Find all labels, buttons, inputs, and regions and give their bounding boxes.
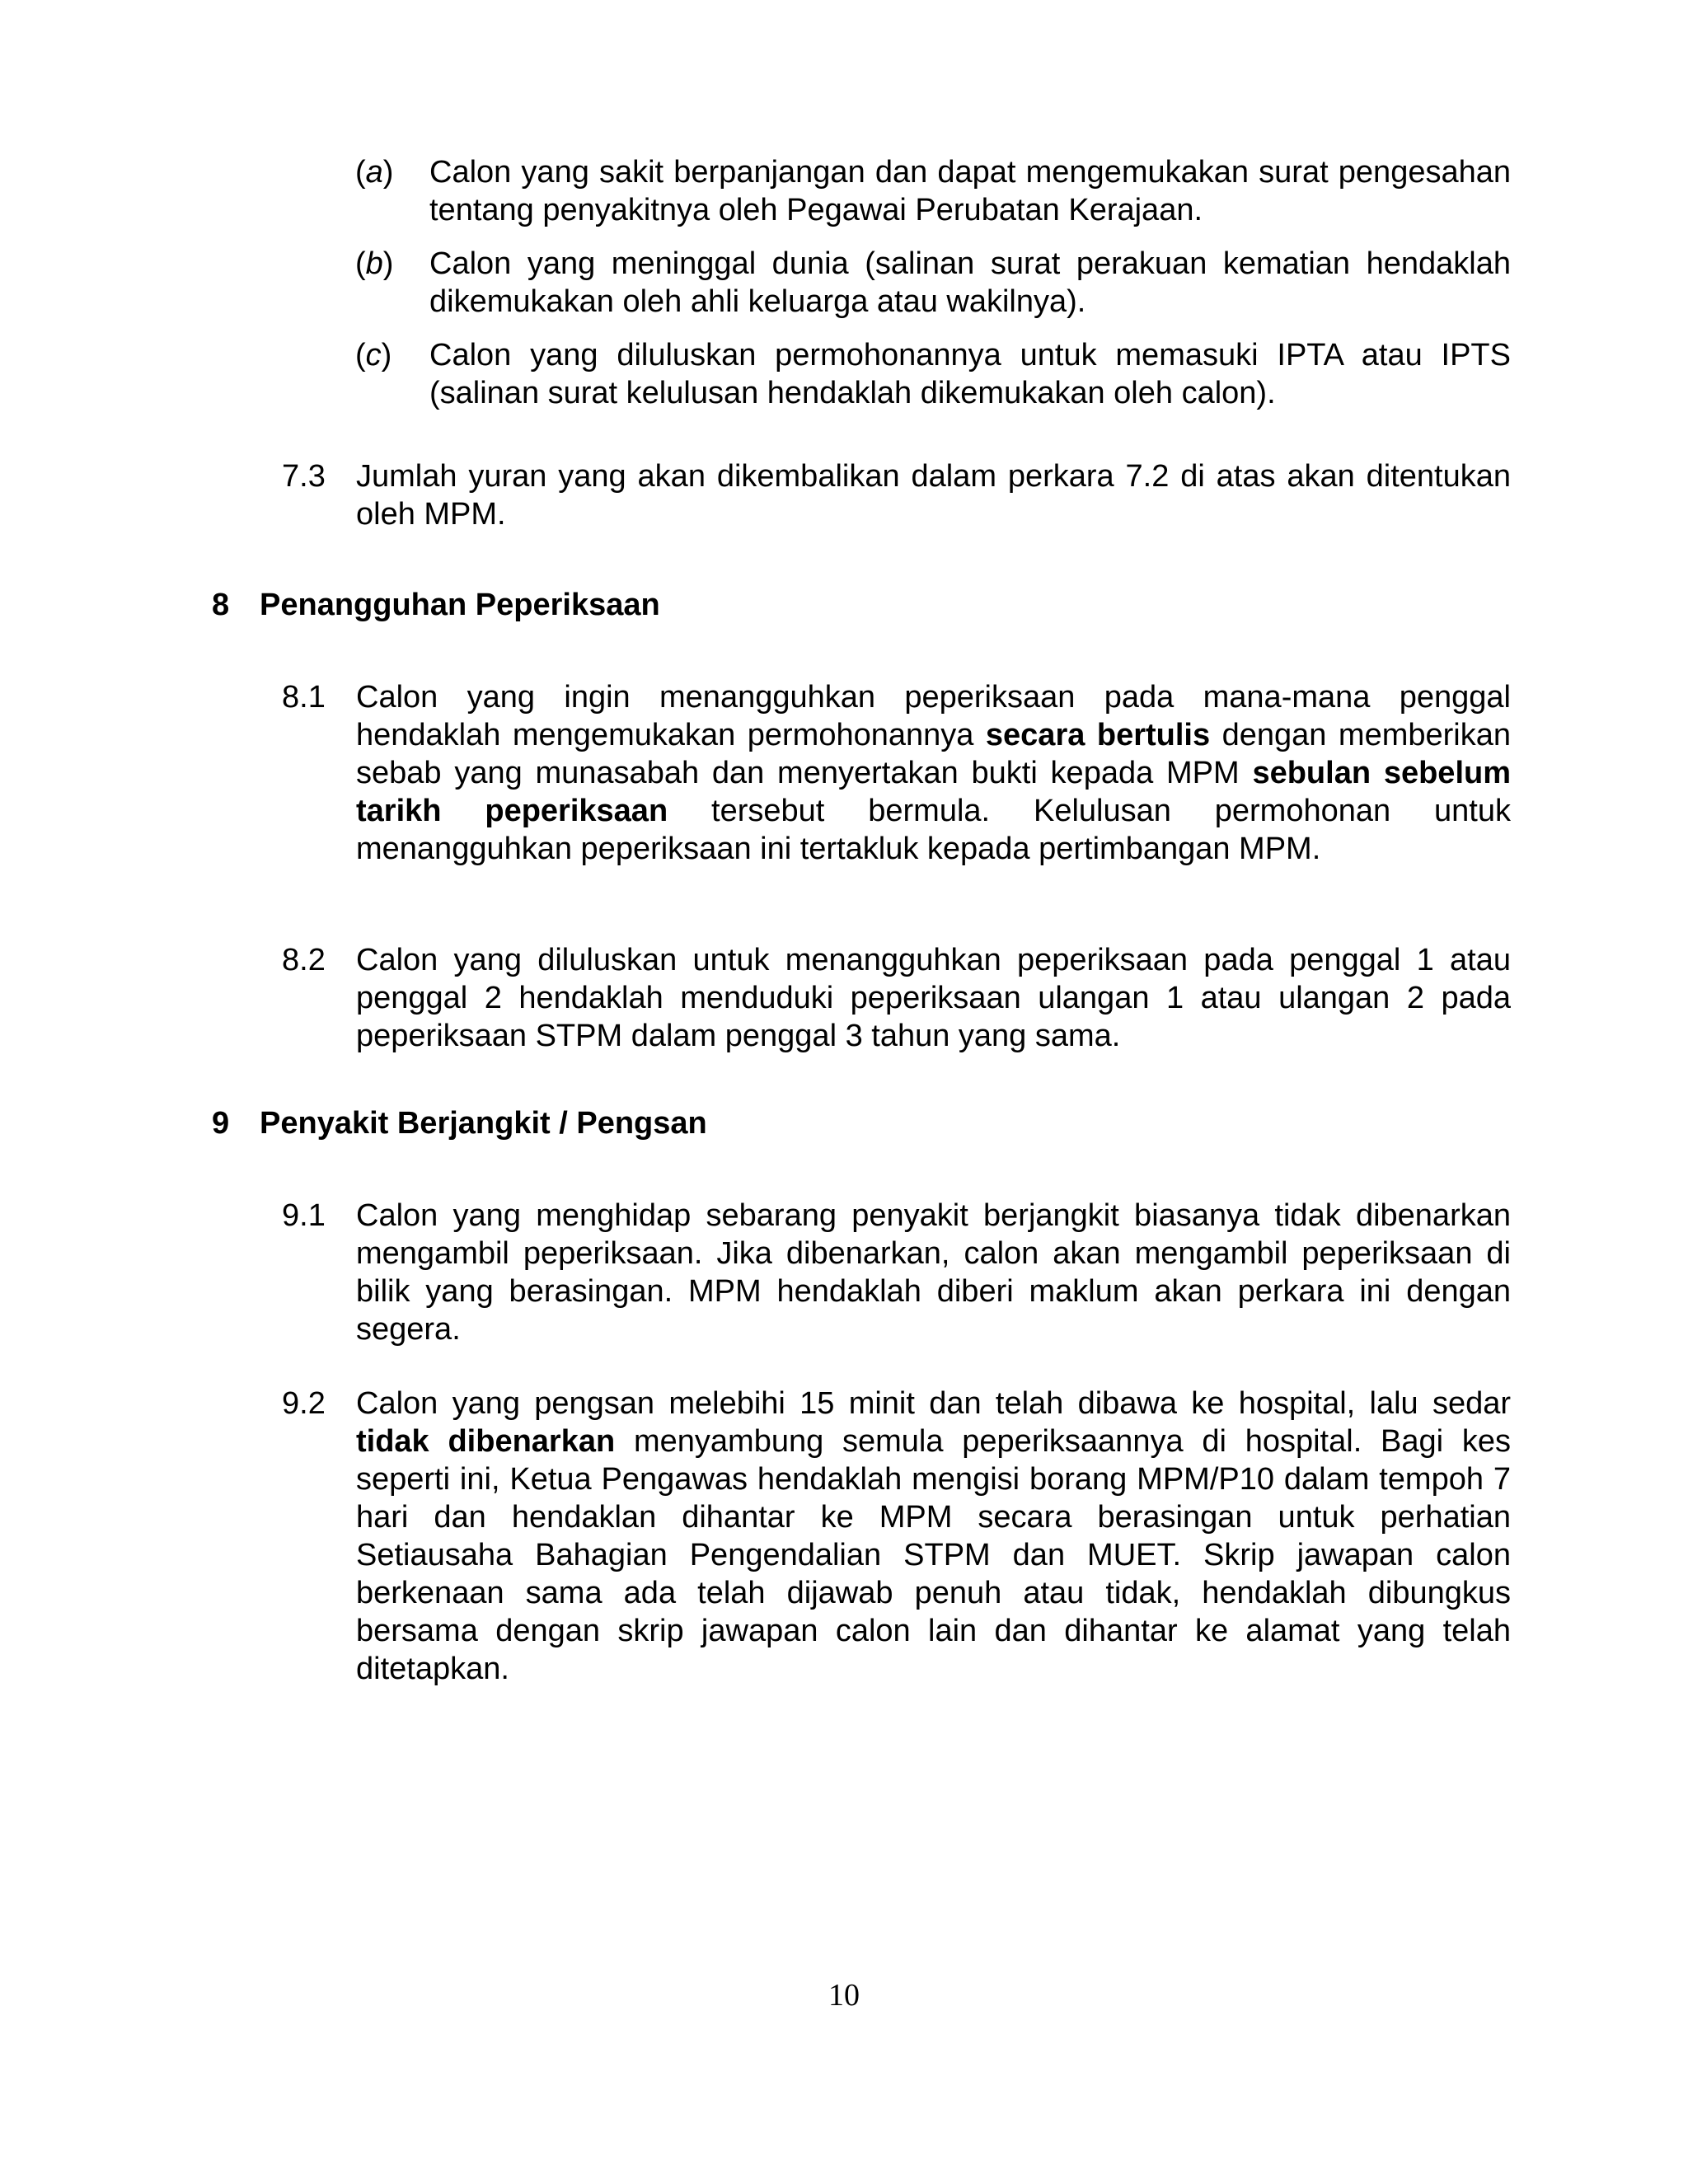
emphasis-text: tidak dibenarkan (356, 1424, 616, 1459)
list-item-text: Calon yang diluluskan permohonannya untuk memasuki IPTA atau IPTS (salinan surat kelulusan hendaklah dikemukakan oleh calon). (429, 338, 1511, 410)
emphasis-text: sebulan sebelum tarikh peperiksaan (356, 756, 1512, 828)
paragraph-number: 9.1 (282, 1198, 326, 1233)
paragraph-text: Calon yang diluluskan untuk menangguhkan peperiksaan pada penggal 1 atau penggal 2 hendaklah menduduki peperiksaan ulangan 1 atau ulangan 2 pada peperiksaan STPM dalam penggal 3 tahun yang sama. (356, 943, 1511, 1053)
paragraph-text: Calon yang pengsan melebihi 15 minit dan telah dibawa ke hospital, lalu sedar tidak dibenarkan menyambung semula peperiksaannya di hospital. Bagi kes seperti ini, Ketua Pengawas hendaklah mengisi borang MPM/P10 dalam tempoh 7 hari dan hendaklan dihantar ke MPM secara berasingan untuk perhatian Setiausaha Bahagian Pengendalian STPM dan MUET. Skrip jawapan calon berkenaan sama ada telah dijawab penuh atau tidak, hendaklah dibungkus bersama dengan skrip jawapan calon lain dan dihantar ke alamat yang telah ditetapkan. (356, 1386, 1511, 1686)
paragraph-number: 9.2 (282, 1386, 326, 1421)
emphasis-text: secara bertulis (985, 718, 1211, 752)
list-item-label: (a) (355, 155, 394, 190)
section-number: 8 (212, 588, 230, 622)
section-number: 9 (212, 1106, 230, 1141)
section-title: Penangguhan Peperiksaan (260, 588, 660, 622)
section-heading-9 (212, 1104, 707, 1142)
paragraph-text: Calon yang ingin menangguhkan peperiksaan pada mana-mana penggal hendaklah mengemukakan permohonannya secara bertulis dengan memberikan sebab yang munasabah dan menyertakan bukti kepada MPM sebulan sebelum tarikh peperiksaan tersebut bermula. Kelulusan permohonan untuk menangguhkan peperiksaan ini tertakluk kepada pertimbangan MPM. (356, 680, 1512, 866)
paragraph-number: 8.2 (282, 943, 326, 977)
list-item-label: (b) (355, 246, 394, 281)
paragraph-number: 8.1 (282, 680, 326, 715)
page-number: 10 (828, 1978, 860, 2013)
paragraph-text: Jumlah yuran yang akan dikembalikan dalam perkara 7.2 di atas akan ditentukan oleh MPM. (356, 459, 1511, 532)
paragraph-number: 7.3 (282, 459, 326, 494)
list-item-label: (c) (355, 338, 392, 373)
section-heading-8 (212, 586, 660, 624)
list-item-text: Calon yang sakit berpanjangan dan dapat mengemukakan surat pengesahan tentang penyakitnya oleh Pegawai Perubatan Kerajaan. (429, 155, 1511, 227)
section-title: Penyakit Berjangkit / Pengsan (260, 1106, 707, 1141)
list-item-text: Calon yang meninggal dunia (salinan surat perakuan kematian hendaklah dikemukakan oleh ahli keluarga atau wakilnya). (429, 246, 1511, 319)
paragraph-text: Calon yang menghidap sebarang penyakit berjangkit biasanya tidak dibenarkan mengambil peperiksaan. Jika dibenarkan, calon akan mengambil peperiksaan di bilik yang berasingan. MPM hendaklah diberi maklum akan perkara ini dengan segera. (356, 1198, 1511, 1347)
